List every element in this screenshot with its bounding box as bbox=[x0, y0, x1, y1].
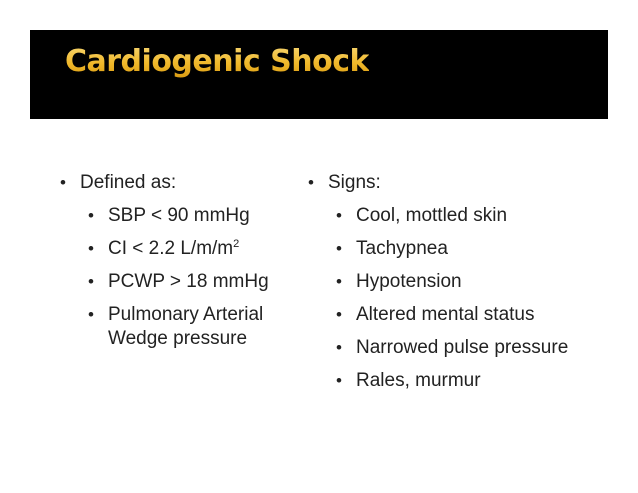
list-item: • CI < 2.2 $L/m/m^2$ bbox=[88, 238, 240, 259]
list-item: • Cool, mottled skin bbox=[336, 205, 508, 226]
bullet-icon: • bbox=[336, 338, 342, 357]
bullet-icon: • bbox=[336, 305, 342, 324]
bullet-icon: • bbox=[88, 239, 94, 258]
list-item: • Altered mental status bbox=[336, 304, 535, 325]
title-band bbox=[30, 30, 608, 119]
bullet-icon: • bbox=[88, 305, 94, 324]
bullet-icon: • bbox=[88, 206, 94, 225]
ci-superscript: 2 bbox=[233, 238, 240, 250]
bullet-icon: • bbox=[60, 173, 66, 192]
bullet-icon: • bbox=[336, 206, 342, 225]
bullet-icon: • bbox=[308, 173, 314, 192]
slide-title: Cardiogenic Shock bbox=[65, 44, 369, 79]
bullet-icon: • bbox=[88, 272, 94, 291]
bullet-icon: • bbox=[336, 239, 342, 258]
bullet-icon: • bbox=[336, 272, 342, 291]
right-column-list bbox=[306, 171, 606, 402]
signs-heading: • Signs: bbox=[308, 172, 381, 193]
defined-as-heading: • Defined as: bbox=[60, 172, 177, 193]
left-column-list bbox=[58, 171, 288, 360]
list-item: • Tachypnea bbox=[336, 238, 448, 259]
list-item: • PCWP > 18 mmHg bbox=[88, 271, 269, 292]
bullet-icon: • bbox=[336, 371, 342, 390]
list-item: • Hypotension bbox=[336, 271, 462, 292]
list-item: • SBP < 90 mmHg bbox=[88, 205, 250, 226]
list-item: • Pulmonary Arterial Wedge pressure bbox=[88, 304, 264, 349]
list-item: • Narrowed pulse pressure bbox=[336, 337, 569, 358]
list-item: • Rales, murmur bbox=[336, 370, 481, 391]
